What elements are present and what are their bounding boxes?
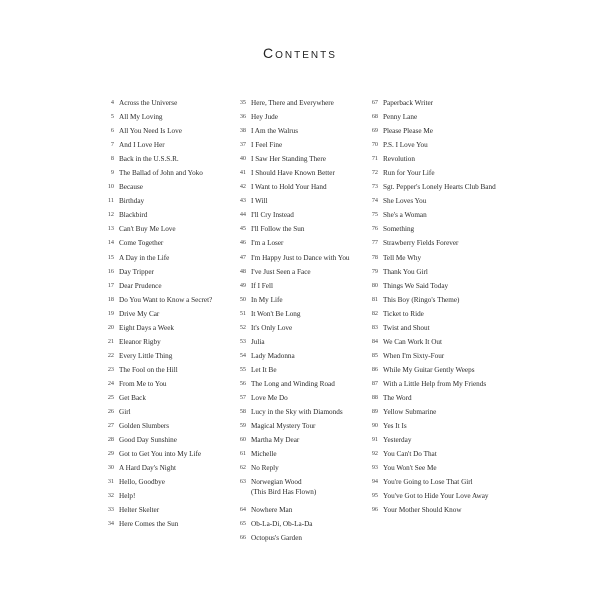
contents-entry: [364, 491, 504, 505]
song-title: Across the Universe: [119, 99, 178, 107]
contents-entry: [100, 238, 235, 252]
page-number: 25: [107, 393, 114, 401]
contents-entry: [364, 477, 504, 491]
contents-entry: [232, 295, 372, 309]
contents-entry: [232, 449, 372, 463]
song-title: This Boy (Ringo's Theme): [383, 295, 460, 304]
contents-entry: [100, 477, 235, 491]
page-number: 15: [107, 253, 114, 261]
song-title: The Word: [383, 393, 412, 402]
page-number: 54: [239, 351, 246, 359]
page-number: 53: [239, 337, 246, 345]
page-number: 44: [239, 211, 246, 219]
contents-entry: [100, 154, 235, 168]
contents-entry: [100, 210, 235, 224]
page-number: 78: [371, 253, 378, 261]
page-number: 76: [371, 225, 378, 233]
song-title: Let It Be: [251, 365, 277, 374]
contents-entry: [100, 126, 235, 140]
contents-entry: [100, 140, 235, 154]
song-title: You've Got to Hide Your Love Away: [383, 492, 489, 501]
song-title: Day Tripper: [119, 267, 154, 276]
page-number: 12: [107, 211, 114, 219]
contents-entry: [232, 154, 372, 168]
contents-entry: [364, 281, 504, 295]
contents-entry: [364, 98, 504, 112]
page-number: 10: [107, 183, 114, 191]
contents-entry: [100, 112, 235, 126]
contents-entry: [364, 337, 504, 351]
song-title: Michelle: [251, 450, 277, 459]
song-title: Sgt. Pepper's Lonely Hearts Club Band: [383, 183, 496, 192]
song-title: Revolution: [383, 155, 415, 164]
contents-entry: [232, 477, 372, 505]
song-title: P.S. I Love You: [383, 141, 428, 150]
song-title: Things We Said Today: [383, 281, 449, 290]
song-title: Strawberry Fields Forever: [383, 239, 459, 248]
contents-entry: [232, 112, 372, 126]
page-number: 26: [107, 408, 114, 416]
song-title: While My Guitar Gently Weeps: [383, 365, 475, 374]
contents-entry: [364, 379, 504, 393]
song-title: Here Comes the Sun: [119, 520, 179, 529]
song-title: I've Just Seen a Face: [251, 267, 311, 276]
song-title: Julia: [251, 337, 265, 346]
song-title: Love Me Do: [251, 393, 288, 402]
contents-entry: [100, 182, 235, 196]
contents-entry: [232, 519, 372, 533]
song-title: Back in the U.S.S.R.: [119, 155, 179, 164]
contents-entry: [100, 435, 235, 449]
song-title: Martha My Dear: [251, 436, 300, 445]
contents-entry: [232, 393, 372, 407]
page-title: Contents: [263, 45, 337, 61]
page-number: 30: [107, 464, 114, 472]
contents-entry: [232, 309, 372, 323]
page-number: 93: [371, 464, 378, 472]
page-number: 95: [371, 492, 378, 500]
contents-entry: [100, 337, 235, 351]
song-title: It's Only Love: [251, 323, 293, 332]
page-number: 11: [108, 197, 114, 205]
song-title: Octopus's Garden: [251, 534, 302, 543]
page-number: 47: [239, 253, 246, 261]
contents-entry: [232, 126, 372, 140]
song-title: Paperback Writer: [383, 99, 434, 107]
contents-entry: [100, 421, 235, 435]
contents-entry: [232, 210, 372, 224]
page-number: 63: [239, 478, 246, 486]
song-title: I Should Have Known Better: [251, 169, 335, 178]
song-title: Yesterday: [383, 436, 412, 445]
song-title: No Reply: [251, 464, 279, 473]
page-number: 52: [239, 323, 246, 331]
page-number: 68: [371, 113, 378, 121]
page-number: 75: [371, 211, 378, 219]
song-title: Norwegian Wood (This Bird Has Flown): [251, 478, 317, 497]
contents-entry: [100, 196, 235, 210]
page-number: 32: [107, 492, 114, 500]
page-number: 62: [239, 464, 246, 472]
song-title: Penny Lane: [383, 113, 418, 122]
page-number: 31: [107, 478, 114, 486]
song-title: Something: [383, 225, 415, 234]
contents-entry: [232, 253, 372, 267]
page-number: 84: [371, 337, 378, 345]
page-number: 27: [107, 422, 114, 430]
song-title: Birthday: [119, 197, 145, 206]
page-number: 58: [239, 408, 246, 416]
page-number: 21: [107, 337, 114, 345]
song-title: Twist and Shout: [383, 323, 430, 332]
song-title: Girl: [119, 408, 131, 417]
contents-entry: [232, 281, 372, 295]
contents-entry: [364, 140, 504, 154]
song-title: Get Back: [119, 393, 146, 402]
page-number: 96: [371, 506, 378, 514]
song-title: Lady Madonna: [251, 351, 295, 360]
page-number: 45: [239, 225, 246, 233]
page-number: 18: [107, 295, 114, 303]
contents-entry: [364, 365, 504, 379]
contents-entry: [364, 407, 504, 421]
contents-entry: [232, 267, 372, 281]
page-number: 69: [371, 127, 378, 135]
page-number: 36: [239, 113, 246, 121]
contents-entry: [364, 154, 504, 168]
song-title: I Am the Walrus: [251, 127, 298, 136]
page-number: 72: [371, 169, 378, 177]
page-number: 73: [371, 183, 378, 191]
page-number: 28: [107, 436, 114, 444]
page-number: 49: [239, 281, 246, 289]
contents-entry: [232, 323, 372, 337]
song-title: Nowhere Man: [251, 506, 293, 515]
page-number: 51: [239, 309, 246, 317]
song-title: Can't Buy Me Love: [119, 225, 176, 234]
contents-entry: [232, 238, 372, 252]
contents-entry: [232, 365, 372, 379]
song-title: Dear Prudence: [119, 281, 162, 290]
contents-entry: [100, 505, 235, 519]
page-number: 71: [371, 155, 378, 163]
page-number: 20: [107, 323, 114, 331]
page-number: 77: [371, 239, 378, 247]
contents-entry: [100, 407, 235, 421]
page-number: 79: [371, 267, 378, 275]
song-title: Please Please Me: [383, 127, 433, 136]
contents-entry: [232, 505, 372, 519]
song-title: We Can Work It Out: [383, 337, 442, 346]
contents-entry: [364, 351, 504, 365]
page-number: 48: [239, 267, 246, 275]
page-number: 66: [239, 534, 246, 542]
page-number: 56: [239, 379, 246, 387]
contents-entry: [232, 98, 372, 112]
song-title: Because: [119, 183, 143, 192]
song-title: I'll Follow the Sun: [251, 225, 305, 234]
page-number: 89: [371, 408, 378, 416]
contents-entry: [232, 224, 372, 238]
page-number: 85: [371, 351, 378, 359]
song-title: Ob-La-Di, Ob-La-Da: [251, 520, 313, 529]
contents-entry: [364, 463, 504, 477]
contents-entry: [232, 463, 372, 477]
contents-entry: [232, 182, 372, 196]
page-number: 17: [107, 281, 114, 289]
song-title: It Won't Be Long: [251, 309, 301, 318]
contents-entry: [100, 253, 235, 267]
song-title: Here, There and Everywhere: [251, 99, 334, 107]
song-title: Your Mother Should Know: [383, 506, 462, 515]
contents-entry: [364, 210, 504, 224]
page-number: 33: [107, 506, 114, 514]
page-number: 59: [239, 422, 246, 430]
contents-entry: [364, 393, 504, 407]
page-number: 43: [239, 197, 246, 205]
page-number: 13: [107, 225, 114, 233]
contents-entry: [232, 168, 372, 182]
contents-entry: [364, 421, 504, 435]
page-number: 92: [371, 450, 378, 458]
contents-entry: [232, 379, 372, 393]
page-number: 88: [371, 393, 378, 401]
contents-entry: [100, 491, 235, 505]
song-title: Help!: [119, 492, 136, 501]
contents-entry: [364, 238, 504, 252]
contents-entry: [364, 196, 504, 210]
song-title: Run for Your Life: [383, 169, 435, 178]
song-title: Do You Want to Know a Secret?: [119, 295, 213, 304]
contents-entry: [232, 421, 372, 435]
contents-entry: [232, 351, 372, 365]
song-title: I'll Cry Instead: [251, 211, 294, 220]
song-title: Drive My Car: [119, 309, 160, 318]
song-title: I Saw Her Standing There: [251, 155, 326, 164]
contents-entry: [364, 309, 504, 323]
song-title: Tell Me Why: [383, 253, 422, 262]
song-title: I Want to Hold Your Hand: [251, 183, 327, 192]
song-title: I'm a Loser: [251, 239, 284, 248]
page-number: 19: [107, 309, 114, 317]
contents-entry: [100, 463, 235, 477]
song-title: Come Together: [119, 239, 164, 248]
page-number: 5: [110, 113, 114, 121]
song-title: Good Day Sunshine: [119, 436, 177, 445]
page-number: 4: [110, 99, 114, 106]
contents-entry: [364, 126, 504, 140]
contents-entry: [100, 281, 235, 295]
contents-entry: [100, 379, 235, 393]
page-number: 37: [239, 141, 246, 149]
page-number: 82: [371, 309, 378, 317]
page-number: 57: [239, 393, 246, 401]
contents-entry: [364, 168, 504, 182]
page-number: 50: [239, 295, 246, 303]
song-title: Got to Get You into My Life: [119, 450, 202, 459]
contents-entry: [364, 182, 504, 196]
page-number: 6: [110, 127, 114, 135]
page-number: 55: [239, 365, 246, 373]
page-number: 40: [239, 155, 246, 163]
song-title: And I Love Her: [119, 141, 165, 150]
contents-entry: [100, 295, 235, 309]
contents-entry: [100, 267, 235, 281]
page-number: 81: [371, 295, 378, 303]
page-number: 8: [110, 155, 114, 163]
page-number: 83: [371, 323, 378, 331]
song-title: You Won't See Me: [383, 464, 437, 473]
song-title: Blackbird: [119, 211, 148, 220]
page-number: 80: [371, 281, 378, 289]
song-title: When I'm Sixty-Four: [383, 351, 445, 360]
contents-entry: [232, 407, 372, 421]
song-title: Magical Mystery Tour: [251, 422, 316, 431]
song-title: A Hard Day's Night: [119, 464, 176, 473]
song-title: In My Life: [251, 295, 283, 304]
song-title: I'm Happy Just to Dance with You: [251, 253, 350, 262]
page-number: 60: [239, 436, 246, 444]
song-title: Lucy in the Sky with Diamonds: [251, 408, 343, 417]
contents-entry: [100, 323, 235, 337]
page-number: 94: [371, 478, 378, 486]
contents-entry: [100, 365, 235, 379]
song-title: You're Going to Lose That Girl: [383, 478, 473, 487]
song-title: All You Need Is Love: [119, 127, 182, 136]
page-number: 23: [107, 365, 114, 373]
contents-entry: [364, 505, 504, 519]
song-title: Golden Slumbers: [119, 422, 170, 431]
song-title: With a Little Help from My Friends: [383, 379, 487, 388]
song-title: Thank You Girl: [383, 267, 428, 276]
song-title: Helter Skelter: [119, 506, 160, 515]
page-number: 9: [110, 169, 114, 177]
song-title: Every Little Thing: [119, 351, 173, 360]
song-title: You Can't Do That: [383, 450, 437, 459]
page-number: 16: [107, 267, 114, 275]
page-number: 46: [239, 239, 246, 247]
contents-entry: [364, 435, 504, 449]
page-number: 67: [371, 99, 378, 106]
contents-column-2: [232, 98, 372, 548]
contents-entry: [100, 309, 235, 323]
song-title: The Long and Winding Road: [251, 379, 335, 388]
song-title: I Will: [251, 197, 268, 206]
page-number: 42: [239, 183, 246, 191]
page-number: 87: [371, 379, 378, 387]
page-number: 34: [107, 520, 114, 528]
contents-entry: [232, 533, 372, 547]
song-title: Eleanor Rigby: [119, 337, 161, 346]
contents-entry: [364, 224, 504, 238]
song-title: She Loves You: [383, 197, 427, 206]
contents-entry: [100, 519, 235, 533]
contents-entry: [232, 435, 372, 449]
page-number: 35: [239, 99, 246, 106]
contents-entry: [232, 337, 372, 351]
song-title: From Me to You: [119, 379, 167, 388]
page-number: 70: [371, 141, 378, 149]
contents-entry: [364, 253, 504, 267]
page-number: 64: [239, 506, 246, 514]
song-title: A Day in the Life: [119, 253, 170, 262]
contents-entry: [364, 449, 504, 463]
contents-entry: [364, 112, 504, 126]
contents-entry: [100, 449, 235, 463]
song-title: She's a Woman: [383, 211, 427, 220]
contents-entry: [100, 351, 235, 365]
contents-entry: [100, 168, 235, 182]
page-number: 61: [239, 450, 246, 458]
song-title: Yes It Is: [383, 422, 407, 431]
page-number: 24: [107, 379, 114, 387]
song-title: All My Loving: [119, 113, 163, 122]
page-number: 90: [371, 422, 378, 430]
song-title: Ticket to Ride: [383, 309, 424, 318]
page-number: 7: [110, 141, 114, 149]
song-title: Yellow Submarine: [383, 408, 437, 417]
contents-entry: [364, 323, 504, 337]
page-number: 14: [107, 239, 114, 247]
song-title: The Ballad of John and Yoko: [119, 169, 203, 178]
contents-column-1: [100, 98, 235, 533]
song-title: The Fool on the Hill: [119, 365, 178, 374]
page-number: 86: [371, 365, 378, 373]
contents-entry: [100, 98, 235, 112]
page-number: 29: [107, 450, 114, 458]
contents-entry: [232, 140, 372, 154]
page-number: 65: [239, 520, 246, 528]
page-number: 91: [371, 436, 378, 444]
page-number: 38: [239, 127, 246, 135]
contents-entry: [100, 393, 235, 407]
contents-entry: [232, 196, 372, 210]
page-number: 74: [371, 197, 378, 205]
contents-entry: [364, 267, 504, 281]
contents-column-3: [364, 98, 504, 519]
song-title: I Feel Fine: [251, 141, 283, 150]
contents-entry: [364, 295, 504, 309]
song-title: Hello, Goodbye: [119, 478, 165, 487]
song-title: Eight Days a Week: [119, 323, 174, 332]
page-number: 41: [239, 169, 246, 177]
song-title: Hey Jude: [251, 113, 278, 122]
contents-entry: [100, 224, 235, 238]
song-title: If I Fell: [251, 281, 273, 290]
page-number: 22: [107, 351, 114, 359]
